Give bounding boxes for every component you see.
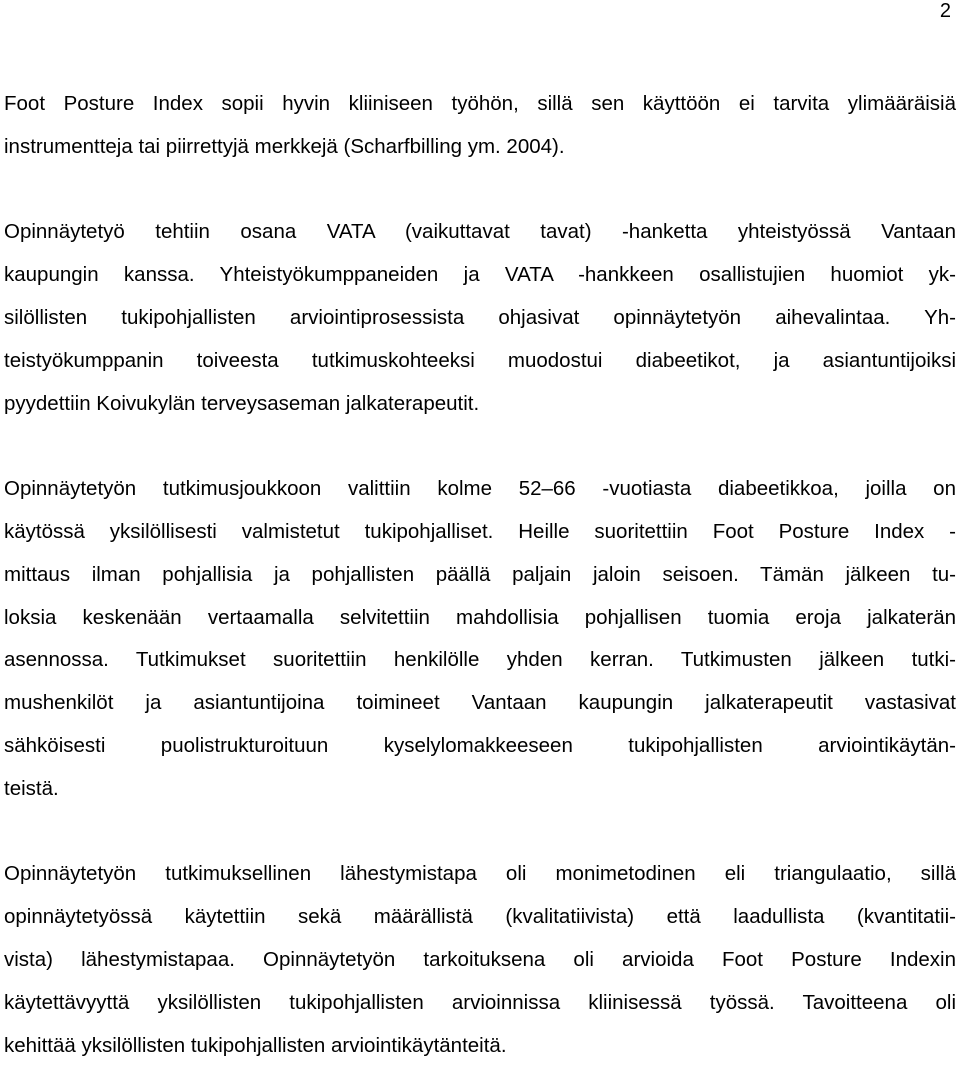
text-line: pyydettiin Koivukylän terveysaseman jalkaterapeutit. — [4, 391, 480, 415]
text-line: silöllisten tukipohjallisten arviointiprosessista ohjasivat opinnäytetyön aihevalintaa. Yh- — [4, 305, 956, 329]
paragraph — [4, 468, 956, 810]
text-line: sähköisesti puolistrukturoituun kyselylomakkeeseen tukipohjallisten arviointikäytän- — [4, 733, 956, 757]
text-line: teistä. — [4, 776, 59, 800]
text-line: Opinnäytetyön tutkimuksellinen lähestymistapa oli monimetodinen eli triangulaatio, sillä — [4, 862, 956, 886]
text-line: instrumentteja tai piirrettyjä merkkejä (Scharfbilling ym. 2004). — [4, 134, 565, 158]
text-line: opinnäytetyössä käytettiin sekä määrällistä (kvalitatiivista) että laadullista (kvantitatii- — [4, 905, 956, 929]
paragraph-spacer — [4, 169, 956, 212]
paragraph-spacer — [4, 811, 956, 854]
paragraph — [4, 83, 956, 169]
paragraph — [4, 853, 956, 1067]
text-line: Opinnäytetyö tehtiin osana VATA (vaikuttavat tavat) -hanketta yhteistyössä Vantaan — [4, 220, 956, 244]
paragraph-spacer — [4, 425, 956, 468]
text-line: Opinnäytetyön tutkimusjoukkoon valittiin kolme 52–66 -vuotiasta diabeetikkoa, joilla on — [4, 477, 956, 501]
text-line: mittaus ilman pohjallisia ja pohjallisten päällä paljain jaloin seisoen. Tämän jälkeen tu- — [4, 562, 956, 586]
text-line: kehittää yksilöllisten tukipohjallisten arviointikäytänteitä. — [4, 1033, 507, 1057]
text-line: Foot Posture Index sopii hyvin kliiniseen työhön, sillä sen käyttöön ei tarvita ylimääräisiä — [4, 92, 956, 115]
page-number: 2 — [939, 0, 951, 22]
text-line: käytössä yksilöllisesti valmistetut tukipohjalliset. Heille suoritettiin Foot Posture Index - — [4, 519, 956, 543]
text-line: asennossa. Tutkimukset suoritettiin henkilölle yhden kerran. Tutkimusten jälkeen tutki- — [4, 648, 956, 672]
text-line: kaupungin kanssa. Yhteistyökumppaneiden ja VATA -hankkeen osallistujien huomiot yk- — [4, 263, 956, 287]
text-line: teistyökumppanin toiveesta tutkimuskohteeksi muodostui diabeetikot, ja asiantuntijoiksi — [4, 348, 956, 372]
text-line: mushenkilöt ja asiantuntijoina toimineet Vantaan kaupungin jalkaterapeutit vastasivat — [4, 691, 956, 715]
text-line: vista) lähestymistapaa. Opinnäytetyön tarkoituksena oli arvioida Foot Posture Indexin — [4, 947, 956, 971]
paragraph — [4, 211, 956, 425]
text-line: loksia keskenään vertaamalla selvitettiin mahdollisia pohjallisen tuomia eroja jalkaterän — [4, 605, 956, 629]
text-line: käytettävyyttä yksilöllisten tukipohjallisten arvioinnissa kliinisessä työssä. Tavoitteena oli — [4, 990, 956, 1014]
document-body — [4, 83, 956, 1067]
